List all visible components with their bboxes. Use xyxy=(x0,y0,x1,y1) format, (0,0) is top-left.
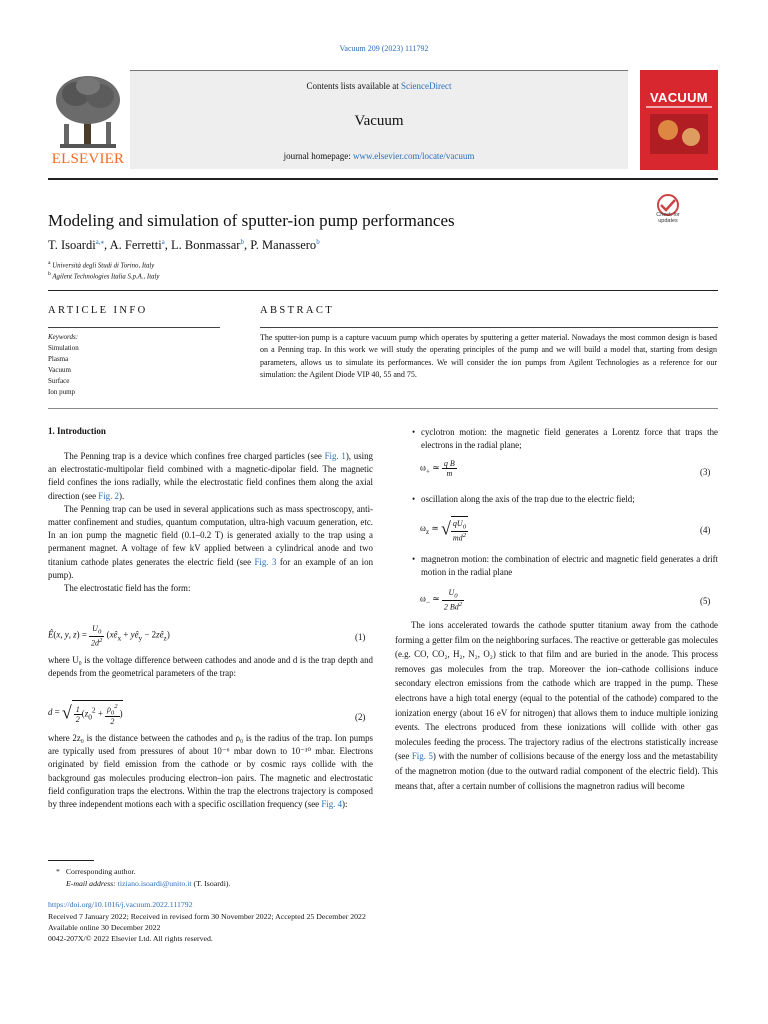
bullet-item: cyclotron motion: the magnetic field generates a Lorentz force that traps the electrons in the radial plane; xyxy=(421,427,718,450)
equation-3: $\omega_+$ ≃ $\frac{\text{q B}}{m}$ xyxy=(420,459,455,478)
keyword[interactable]: Ion pump xyxy=(48,388,76,396)
section-heading: 1. Introduction xyxy=(48,426,106,436)
journal-citation[interactable]: Vacuum 209 (2023) 111792 xyxy=(339,44,429,53)
article-title: Modeling and simulation of sputter-ion pump performances xyxy=(48,211,455,230)
keyword[interactable]: Surface xyxy=(48,377,70,385)
keywords-label: Keywords: xyxy=(48,333,79,341)
bullet-icon: • xyxy=(412,554,416,564)
sciencedirect-link[interactable]: ScienceDirect xyxy=(401,81,452,91)
abstract-text: The sputter-ion pump is a capture vacuum pump which operates by sputtering a getter material. Nowadays the most common design is based on a Penning trap. In this work we will study the operating principles of the pump and we will build a model that, starting from design parameters, allows us to simulate its performances. We will consider the ion pumps from Agilent Technologies as a reference for our simulation: the Agilent Diode VIP 40, 55 and 75. xyxy=(260,333,717,379)
corresponding-note: * Corresponding author. xyxy=(56,867,136,876)
figure-link[interactable]: Fig. 1 xyxy=(324,451,346,461)
figure-link[interactable]: Fig. 4 xyxy=(321,799,343,810)
title-rule xyxy=(48,290,718,291)
copyright: 0042-207X/© 2022 Elsevier Ltd. All rights reserved. xyxy=(48,934,213,943)
journal-homepage: journal homepage: www.elsevier.com/locate/vacuum xyxy=(283,151,475,161)
bullet-item: magnetron motion: the combination of electric and magnetic field generates a drift motion in the radial plane xyxy=(421,554,718,577)
paragraph: The electrostatic field has the form: xyxy=(64,583,191,594)
equation-number: (1) xyxy=(355,632,366,642)
paragraph: The Penning trap can be used in several applications such as mass spectroscopy, anti-matter confinement and studies, quantum computation, ultra-high vacuum generation, etc. In an ion pump the magnetic field (0.1–0.2 T) is generated axially to the trap using a permanent magnet. A voltage of few kV applied between a cylindrical anode and two titanium cathode plates generates the electric field (see Fig. 3 for an example of an ion pump). xyxy=(48,503,374,580)
footnote-rule xyxy=(48,860,94,861)
paragraph: The ions accelerated towards the cathode sputter titanium away from the cathode forming a getter film on the neighboring surfaces. The reactive or getterable gas molecules (e.g. CO, CO₂, H₂, N₂, O₂) stick to that film and are buried in the anode. This process removes gas molecules from the trap. Moreover the ion–cathode collisions induce secondary electron emissions from the cathode which are trapped in the pump. These electrons have a high total energy (equal to the potential of the cathode) compared to the ionization energy (about 16 eV for nitrogen) that allows them to induce multiple ionizing events. The electrons produced from these ionizations will collide with other gas molecules feeding the process. The trajectory radius of the electrons statistically increase (see Fig. 5) with the number of collisions because of the energy loss and the metastability of the magnetron motion (due to the outward radial component of the electric field). This means that, after a certain number of collisions the magnetron radius will become xyxy=(395,620,718,791)
abstract-end-rule xyxy=(48,408,718,409)
keyword[interactable]: Plasma xyxy=(48,355,69,363)
author-list xyxy=(48,238,320,253)
journal-cover[interactable] xyxy=(640,70,718,170)
author[interactable]: L. Bonmassar$^b$, xyxy=(171,238,251,253)
paragraph: where U₀ is the voltage difference between cathodes and anode and d is the trap depth and depends from the geometrical parameters of the trap: xyxy=(48,655,373,679)
cover-title: VACUUM xyxy=(650,90,708,105)
equation-number: (2) xyxy=(355,712,366,722)
email-link[interactable]: tiziano.isoardi@unito.it xyxy=(117,879,192,888)
figure-link[interactable]: Fig. 2 xyxy=(98,490,119,501)
equation-5: $\omega_-$ ≃ $\frac{U_0}{2 Bd^2}$ xyxy=(420,588,463,612)
figure-link[interactable]: Fig. 5 xyxy=(411,751,433,762)
info-rule xyxy=(48,327,220,328)
bullet-item: oscillation along the axis of the trap due to the electric field; xyxy=(421,494,635,504)
equation-4: $\omega_z$ ≃ √ $\frac{qU_0}{md^2}$ xyxy=(420,516,468,542)
author[interactable]: T. Isoardi$^{a,⁎}$, xyxy=(48,238,110,253)
publisher-name: ELSEVIER xyxy=(51,151,125,167)
author[interactable]: P. Manassero$^b$ xyxy=(250,238,320,253)
equation-number: (5) xyxy=(700,596,711,606)
equation-1: Ê(x, y, z) = $\frac{U_0}{2d^2}$ ($xê_x$ + $yê_y$ − $2zê_z$) xyxy=(48,624,170,648)
equation-number: (4) xyxy=(700,525,711,535)
email-note: E-mail address: tiziano.isoardi@unito.it (T. Isoardi). xyxy=(66,879,231,888)
author[interactable]: A. Ferretti$^a$, xyxy=(109,238,172,253)
keyword[interactable]: Vacuum xyxy=(48,366,71,374)
journal-title: Vacuum xyxy=(354,113,404,129)
equation-2: d = √ $\frac{1}{2}$ ($z_0^2$ + $\frac{\rho_0^2}{2}$ ) xyxy=(48,700,123,726)
abstract-heading: ABSTRACT xyxy=(260,305,335,316)
check-updates-label: Check for updates xyxy=(656,212,680,224)
bullet-icon: • xyxy=(412,494,416,504)
article-info-heading: ARTICLE INFO xyxy=(48,305,148,316)
intro-paragraphs xyxy=(48,450,373,595)
doi-link[interactable]: https://doi.org/10.1016/j.vacuum.2022.111792 xyxy=(48,900,193,909)
abstract-rule xyxy=(260,327,718,328)
equation-number: (3) xyxy=(700,467,711,477)
affiliation: $^a$ Università degli Studi di Torino, Italy xyxy=(48,260,155,270)
homepage-link[interactable]: www.elsevier.com/locate/vacuum xyxy=(353,151,475,161)
header-rule xyxy=(48,178,718,180)
paragraph: where 2z₀ is the distance between the cathodes and ρ₀ is the radius of the trap. Ion pumps are typically used from pressures of about 10⁻⁶ mbar down to 10⁻¹⁰ mbar. Electrons originated by field emission from the cathode or by cosmic rays collide with the background gas molecules producing electron–ion pairs. The magnetic and electrostatic field configuration traps the electrons. Within the trap the electrons trajectory is composed by three independent motions each with a specific oscillation frequency (see Fig. 4): xyxy=(48,733,373,810)
contents-line: Contents lists available at ScienceDirect xyxy=(306,81,452,91)
affiliation: $^b$ Agilent Technologies Italia S.p.A., Italy xyxy=(48,271,160,281)
received-dates: Received 7 January 2022; Received in revised form 30 November 2022; Accepted 25 December 2022 xyxy=(48,912,366,921)
keyword[interactable]: Simulation xyxy=(48,344,79,352)
paragraph: The Penning trap is a device which confines free charged particles (see Fig. 1), using an electrostatic-multipolar field combined with a magnetic-dipolar field. The magnetic field confines the ions radially, while the electrostatic field confines them along the axial direction (see Fig. 2). xyxy=(48,451,373,501)
bullet-icon: • xyxy=(412,427,416,437)
journal-masthead xyxy=(130,70,628,169)
available-online: Available online 30 December 2022 xyxy=(48,923,161,932)
figure-link[interactable]: Fig. 3 xyxy=(254,556,277,567)
